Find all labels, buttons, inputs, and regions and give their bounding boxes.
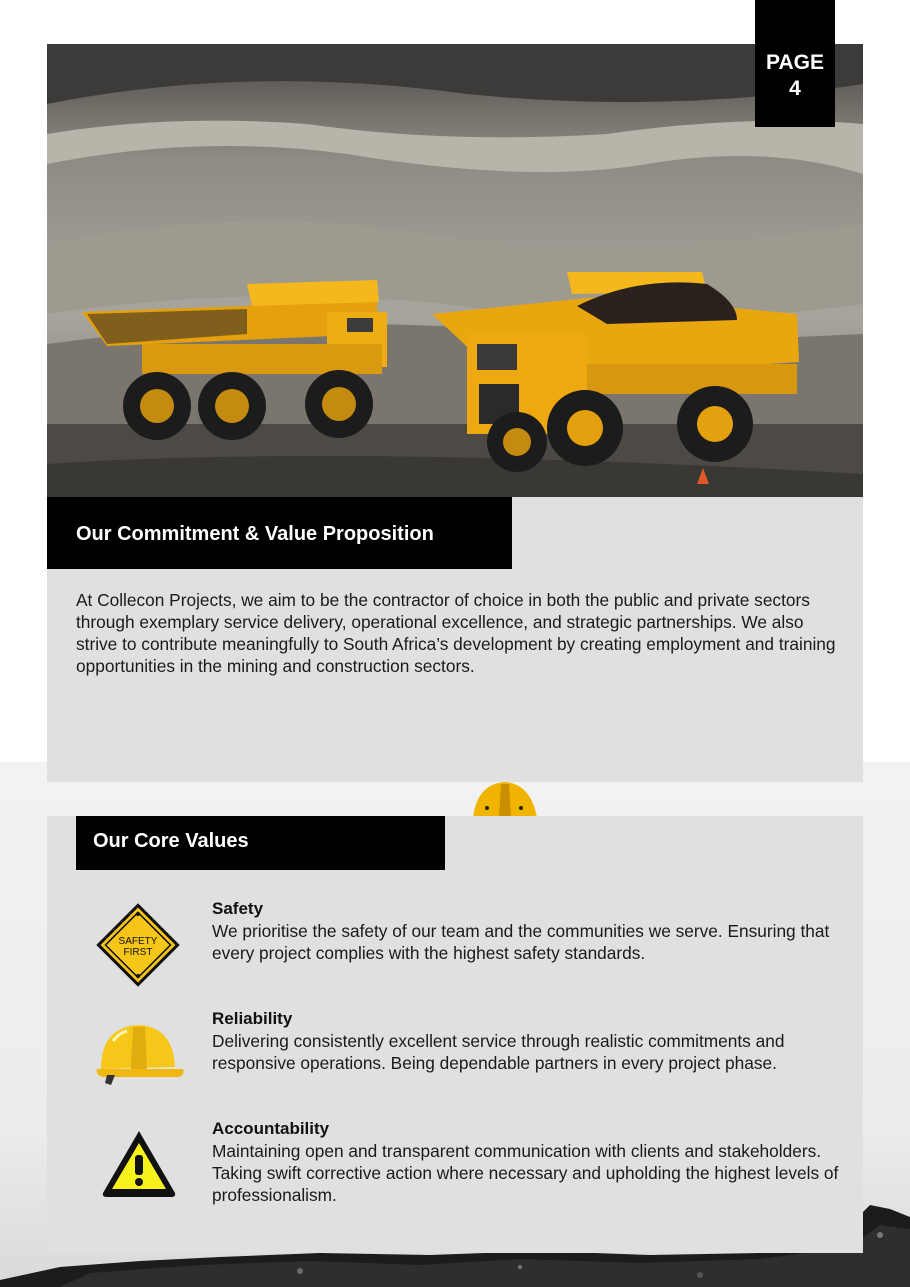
page-number-tag [755, 0, 835, 127]
value-description: We prioritise the safety of our team and the communities we serve. Ensuring that every project complies with the highest safety standards. [212, 921, 830, 963]
commitment-paragraph: At Collecon Projects, we aim to be the contractor of choice in both the public and private sectors through exemplary service delivery, operational excellence, and strategic partnerships. We also strive to contribute meaningfully to South Africa’s development by creating employment and training opportunities in the mining and construction sectors. [76, 590, 836, 676]
warning-triangle-icon [99, 1127, 179, 1199]
value-description: Delivering consistently excellent service through realistic commitments and responsive operations. Being dependable partners in every project phase. [212, 1031, 785, 1073]
value-item-reliability [212, 1008, 842, 1074]
core-values-heading: Our Core Values [76, 816, 445, 870]
page-number: 4 [789, 77, 801, 100]
value-title: Accountability [212, 1119, 330, 1138]
value-item-accountability [212, 1118, 842, 1206]
safety-sign-line1: SAFETY [118, 936, 158, 947]
safety-first-sign-icon [96, 903, 180, 987]
hard-hat-decoration [465, 780, 545, 818]
value-title: Safety [212, 899, 264, 918]
value-item-safety [212, 898, 842, 964]
hard-hat-icon [93, 1019, 185, 1087]
page-label: PAGE [766, 51, 824, 74]
value-title: Reliability [212, 1009, 293, 1028]
commitment-heading: Our Commitment & Value Proposition [47, 497, 512, 569]
hero-image-mining-trucks [47, 44, 863, 497]
value-description: Maintaining open and transparent communication with clients and stakeholders. Taking swift corrective action where necessary and upholding the highest levels of professionalism. [212, 1141, 839, 1205]
safety-sign-line2: FIRST [123, 947, 153, 958]
